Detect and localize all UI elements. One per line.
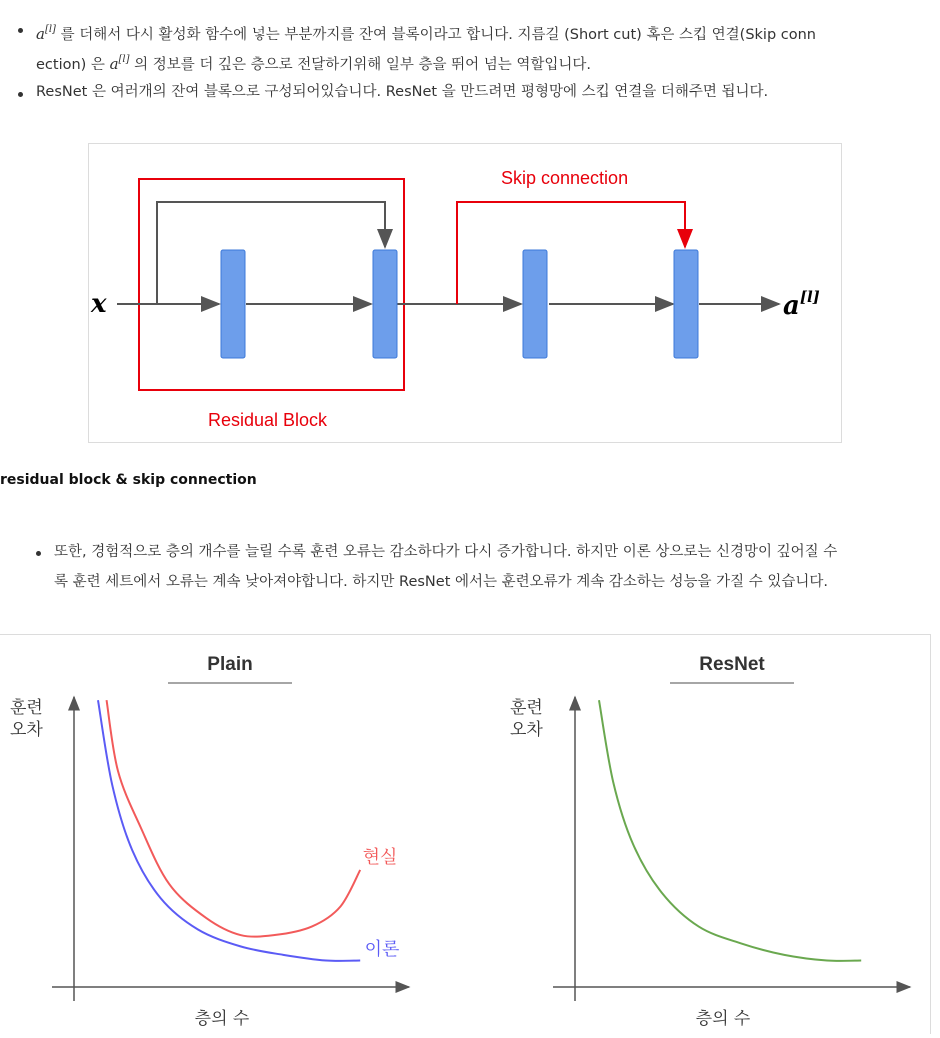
output-a: a bbox=[783, 291, 800, 321]
training-error-charts bbox=[0, 635, 930, 1034]
bullet-1-line-2 bbox=[36, 48, 591, 77]
y-axis-label: 훈련 bbox=[10, 698, 43, 718]
series-line bbox=[107, 700, 361, 937]
chart-title: ResNet bbox=[699, 654, 765, 675]
residual-block-diagram bbox=[89, 144, 841, 442]
inner-skip-arrow bbox=[157, 202, 385, 304]
math-a-2: a bbox=[109, 55, 119, 73]
layer-1 bbox=[221, 250, 245, 358]
y-axis-label: 오차 bbox=[510, 720, 543, 740]
bullet-1-line-1 bbox=[36, 18, 816, 47]
math-sup-2: [l] bbox=[118, 54, 130, 65]
layer-4 bbox=[674, 250, 698, 358]
bullet-1-text-a: 를 더해서 다시 활성화 함수에 넣는 부분까지를 잔여 블록이라고 합니다. 지름길 (Short cut) 혹은 스킵 연결(Skip conn bbox=[60, 27, 816, 43]
bullet-2-text: ResNet 은 여러개의 잔여 블록으로 구성되어있습니다. ResNet 을 만드려면 평형망에 스킵 연결을 더해주면 됩니다. bbox=[36, 84, 769, 100]
residual-block-figure bbox=[88, 143, 842, 443]
y-axis-label: 오차 bbox=[10, 720, 43, 740]
input-x-label: x bbox=[91, 289, 107, 319]
residual-block-box bbox=[139, 179, 404, 390]
math-a: a bbox=[36, 25, 45, 43]
bullet-1-text-c: 의 정보를 더 깊은 층으로 전달하기위해 일부 층을 뛰어 넘는 역할입니다. bbox=[134, 57, 592, 73]
bullet-1-text-b: ection) 은 bbox=[36, 57, 105, 73]
output-a-label bbox=[783, 288, 820, 321]
math-sup: [l] bbox=[44, 24, 56, 35]
series-line bbox=[599, 700, 861, 961]
skip-connection-label: Skip connection bbox=[501, 168, 629, 188]
layer-3 bbox=[523, 250, 547, 358]
x-axis-label: 층의 수 bbox=[194, 1009, 250, 1029]
series-label: 현실 bbox=[362, 847, 398, 868]
skip-connection-arrow bbox=[457, 202, 685, 304]
bullet-dot bbox=[18, 92, 23, 97]
output-a-sup: [l] bbox=[799, 288, 820, 306]
layer-2 bbox=[373, 250, 397, 358]
bullet-3-line-2: 록 훈련 세트에서 오류는 계속 낮아져야합니다. 하지만 ResNet 에서는 훈련오류가 계속 감소하는 성능을 가질 수 있습니다. bbox=[54, 574, 829, 590]
y-axis-label: 훈련 bbox=[510, 698, 543, 718]
chart-title: Plain bbox=[207, 654, 253, 675]
residual-block-label: Residual Block bbox=[208, 410, 328, 430]
bullet-3-line-1: 또한, 경험적으로 층의 개수를 늘릴 수록 훈련 오류는 감소하다가 다시 증가합니다. 하지만 이론 상으로는 신경망이 깊어질 수 bbox=[54, 544, 838, 560]
bullet-dot bbox=[18, 28, 23, 33]
training-error-figure bbox=[0, 634, 931, 1034]
series-label: 이론 bbox=[364, 939, 400, 960]
bullet-dot bbox=[36, 551, 41, 556]
x-axis-label: 층의 수 bbox=[695, 1009, 751, 1029]
figure-caption: residual block & skip connection bbox=[0, 472, 257, 488]
